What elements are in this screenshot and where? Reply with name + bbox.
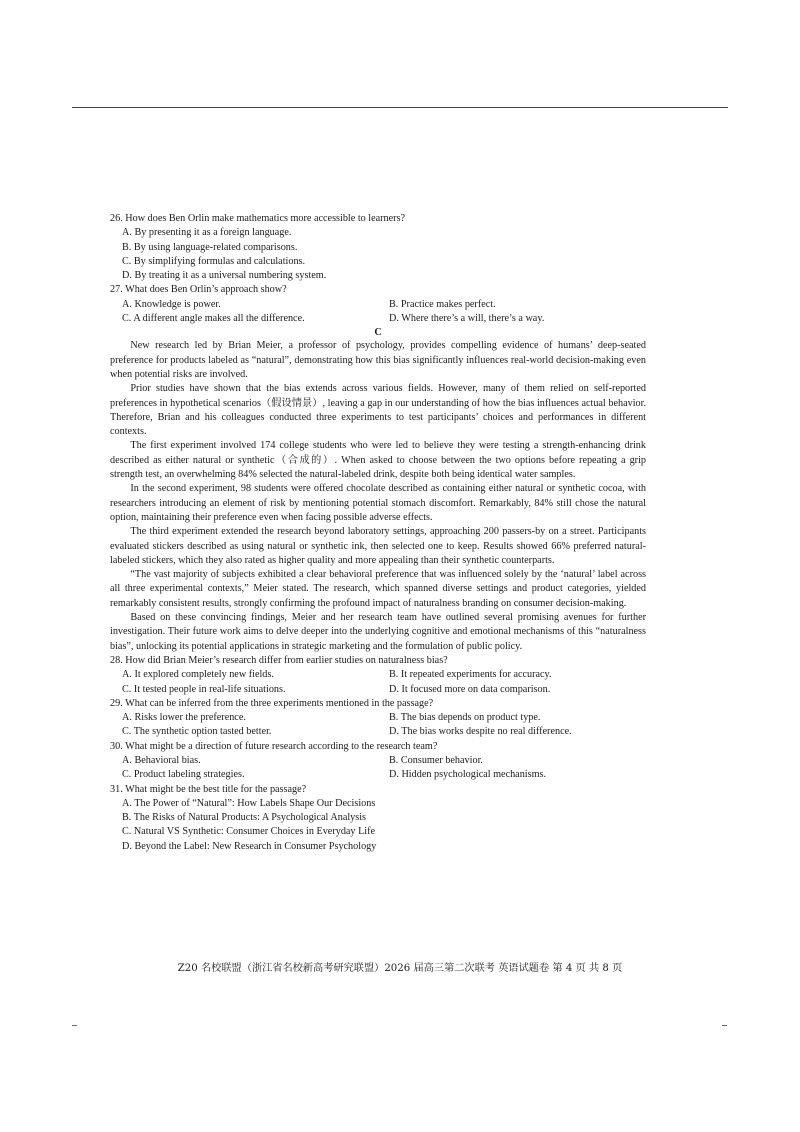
option-d: D. Beyond the Label: New Research in Consumer Psychology: [122, 840, 377, 852]
options-grid: [110, 754, 646, 783]
question-29: [110, 697, 646, 740]
options-grid: [110, 711, 646, 740]
option-a: A. It explored completely new fields.: [122, 669, 274, 681]
option-d: D. Where there’s a will, there’s a way.: [389, 313, 545, 325]
question-26: [110, 212, 646, 283]
exam-page-content: [110, 212, 646, 854]
option-c: C. The synthetic option tasted better.: [122, 726, 272, 738]
option-c: C. Product labeling strategies.: [122, 769, 245, 781]
question-stem: 29. What can be inferred from the three experiments mentioned in the passage?: [110, 697, 434, 709]
question-30: [110, 740, 646, 783]
option-d: D. The bias works despite no real difference.: [389, 726, 572, 738]
option-c: C. By simplifying formulas and calculations.: [122, 255, 306, 267]
option-b: B. The bias depends on product type.: [389, 712, 541, 724]
options-grid: [110, 668, 646, 697]
option-a: A. The Power of “Natural”: How Labels Shape Our Decisions: [122, 797, 376, 809]
passage-paragraph-4: In the second experiment, 98 students were offered chocolate described as containing either natural or synthetic cocoa, with researchers introducing an element of risk by mentioning potential stomach discomfort. Remarkably, 84% still chose the natural option, maintaining their preference even when facing possible adverse effects.: [110, 483, 646, 523]
option-a: A. Risks lower the preference.: [122, 712, 246, 724]
question-stem: 28. How did Brian Meier’s research differ from earlier studies on naturalness bias?: [110, 654, 448, 666]
page-footer: Z20 名校联盟（浙江省名校新高考研究联盟）2026 届高三第二次联考 英语试题卷 第 4 页 共 8 页: [177, 963, 623, 974]
question-stem: 30. What might be a direction of future research according to the research team?: [110, 740, 438, 752]
question-27: [110, 283, 646, 326]
option-d: D. By treating it as a universal numbering system.: [122, 270, 327, 282]
option-d: D. It focused more on data comparison.: [389, 683, 551, 695]
option-b: B. Consumer behavior.: [389, 754, 483, 766]
question-stem: 31. What might be the best title for the passage?: [110, 783, 307, 795]
header-rule: [72, 107, 728, 108]
option-a: A. By presenting it as a foreign language.: [122, 227, 292, 239]
option-c: C. It tested people in real-life situations.: [122, 683, 286, 695]
question-stem: 27. What does Ben Orlin’s approach show?: [110, 284, 287, 296]
passage-paragraph-2: Prior studies have shown that the bias extends across various fields. However, many of them relied on self-reported preferences in hypothetical scenarios（假设情景）, leaving a gap in our understanding of how the bias influences actual behavior. Therefore, Brian and his colleagues conducted three experiments to test participants’ choices and performances in different contexts.: [110, 383, 646, 438]
option-b: B. Practice makes perfect.: [389, 298, 496, 310]
options-grid: [110, 298, 646, 327]
question-31: [110, 783, 646, 854]
option-d: D. Hidden psychological mechanisms.: [389, 769, 547, 781]
option-b: B. The Risks of Natural Products: A Psychological Analysis: [122, 812, 367, 824]
passage-c: [110, 339, 646, 654]
passage-paragraph-7: Based on these convincing findings, Meier and her research team have outlined several promising avenues for further investigation. Their future work aims to delve deeper into the underlying cognitive and emotional mechanisms of this “naturalness bias”, unlocking its potential applications in strategic marketing and the formulation of public policy.: [110, 612, 646, 652]
option-b: B. It repeated experiments for accuracy.: [389, 669, 552, 681]
passage-paragraph-6: “The vast majority of subjects exhibited a clear behavioral preference that was influenced solely by the ‘natural’ label across all three experimental contexts,” Meier stated. The research, which spanned diverse settings and product categories, yielded remarkably consistent results, strongly confirming the profound impact of naturalness branding on consumer decision-making.: [110, 569, 646, 609]
question-stem: 26. How does Ben Orlin make mathematics more accessible to learners?: [110, 213, 406, 224]
option-b: B. By using language-related comparisons.: [122, 241, 298, 253]
section-label: C: [374, 327, 382, 339]
passage-paragraph-1: New research led by Brian Meier, a professor of psychology, provides compelling evidence of humans’ deep-seated preference for products labeled as “natural”, demonstrating how this bias significantly influences real-world decision-making even when potential risks are involved.: [110, 340, 646, 380]
option-a: A. Knowledge is power.: [122, 298, 221, 310]
question-28: [110, 654, 646, 697]
passage-paragraph-3: The first experiment involved 174 college students who were led to believe they were testing a strength-enhancing drink described as either natural or synthetic（合成的）. When asked to choose between the two options before repeating a grip strength test, an overwhelming 84% selected the natural-labeled drink, despite both being identical water samples.: [110, 440, 646, 481]
option-c: C. A different angle makes all the difference.: [122, 313, 305, 325]
crop-mark-right: [722, 1025, 727, 1026]
crop-mark-left: [72, 1025, 77, 1026]
option-a: A. Behavioral bias.: [122, 754, 201, 766]
option-c: C. Natural VS Synthetic: Consumer Choices in Everyday Life: [122, 826, 376, 838]
passage-paragraph-5: The third experiment extended the research beyond laboratory settings, approaching 200 passers-by on a street. Participants evaluated stickers described as using natural or synthetic ink, then selected one to keep. Results showed 66% preferred natural-labeled stickers, which they also rated as higher quality and more appealing than their synthetic counterparts.: [110, 526, 646, 566]
